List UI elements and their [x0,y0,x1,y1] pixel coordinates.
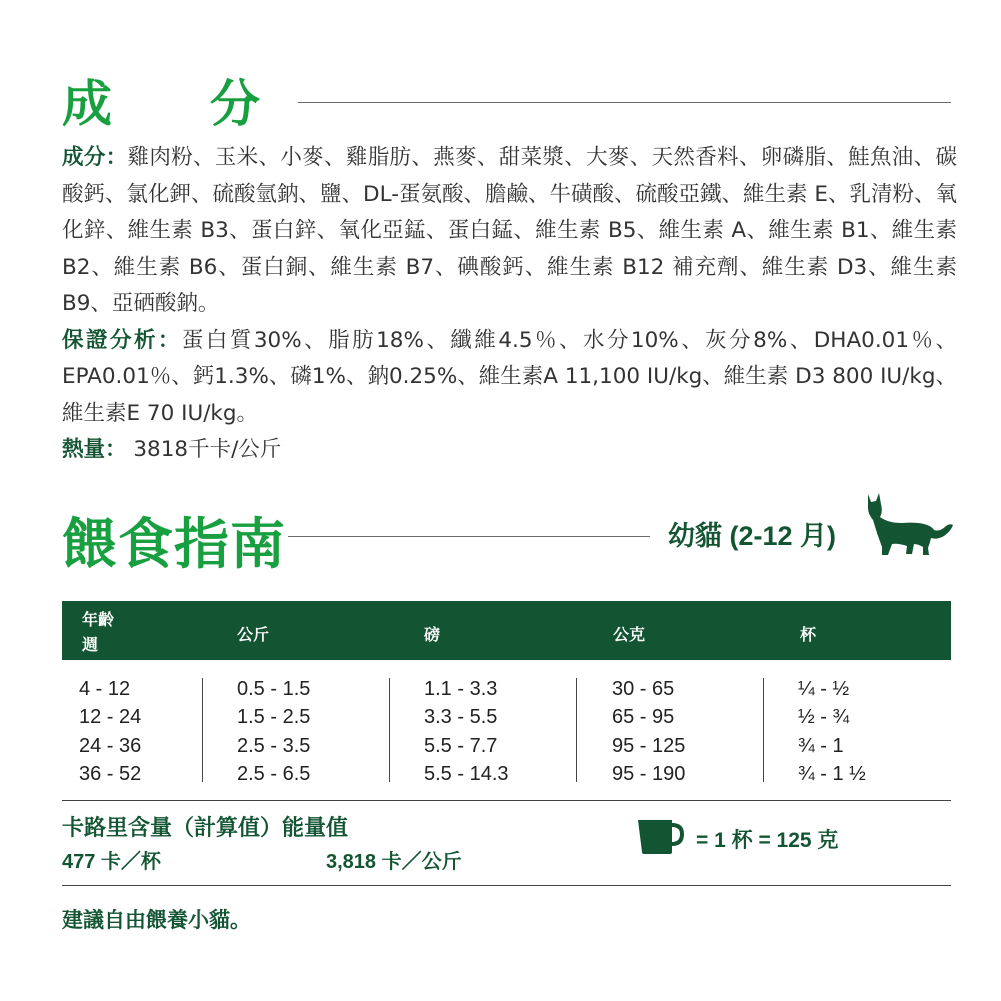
calorie-per-cup: 477 卡／杯 [62,851,161,873]
ingredients-block [62,140,957,469]
cell-cups: ¾ - 1 ½ [798,763,866,785]
feeding-guide-heading: 餵食指南 [62,512,287,576]
calorie-heading: 卡路里含量（計算值）能量值 [62,816,349,841]
table-bottom-rule [62,800,951,801]
table-row [62,706,951,735]
table-row [62,735,951,764]
calorie-per-kg: 3,818 卡／公斤 [326,851,462,873]
cell-kg: 2.5 - 6.5 [237,763,311,785]
analysis-text: 蛋白質30%、脂肪18%、纖維4.5％、水分10%、灰分8%、DHA0.01％、EPA0.01％、鈣1.3%、磷1%、鈉0.25%、維生素A 11,100 IU/kg、維生素 D3 800 IU/kg、維生素E 70 IU/kg。 [62,327,958,426]
cell-grams: 65 - 95 [612,706,675,728]
header-age: 年齡 [82,610,115,629]
cell-kg: 0.5 - 1.5 [237,678,311,700]
analysis-paragraph [62,323,957,433]
feeding-note: 建議自由餵養小貓。 [62,908,251,932]
cell-lb: 5.5 - 7.7 [424,735,498,757]
cell-age: 4 - 12 [79,678,131,700]
cell-kg: 1.5 - 2.5 [237,706,311,728]
feeding-heading-rule [288,536,650,537]
energy-label: 熱量： [62,437,127,462]
cat-silhouette-icon [858,490,954,556]
ingredients-heading [62,64,260,136]
header-lb: 磅 [424,625,441,644]
header-cups: 杯 [800,625,817,644]
column-divider [202,678,203,782]
ingredients-label: 成分： [62,145,128,170]
ingredients-paragraph [62,140,957,323]
energy-text: 3818千卡/公斤 [126,437,282,462]
header-weeks: 週 [82,635,99,654]
cell-age: 24 - 36 [79,735,142,757]
ingredients-text: 雞肉粉、玉米、小麥、雞脂肪、燕麥、甜菜漿、大麥、天然香料、卵磷脂、鮭魚油、碳酸鈣、氯化鉀、硫酸氫鈉、鹽、DL-蛋氨酸、膽鹼、牛磺酸、硫酸亞鐵、維生素 E、乳清粉、氧化鋅、維生素 B3、蛋白鋅、氧化亞錳、蛋白錳、維生素 B5、維生素 A、維生素 B1、維生素 B2、維生素 B6、蛋白銅、維生素 B7、碘酸鈣、維生素 B12 補充劑、維生素 D3、維生素 B9、亞硒酸鈉。 [62,145,957,316]
column-divider [763,678,764,782]
cell-kg: 2.5 - 3.5 [237,735,311,757]
cell-cups: ¼ - ½ [798,678,850,700]
cell-grams: 30 - 65 [612,678,675,700]
energy-paragraph [62,432,957,469]
cell-grams: 95 - 125 [612,735,686,757]
calorie-bottom-rule [62,885,951,886]
kitten-age-label: 幼貓 (2-12 月) [668,521,837,551]
measuring-cup-icon [636,816,686,856]
column-divider [389,678,390,782]
cell-lb: 5.5 - 14.3 [424,763,509,785]
cell-age: 36 - 52 [79,763,142,785]
header-grams: 公克 [613,625,646,644]
table-row [62,678,951,707]
header-kg: 公斤 [237,625,270,644]
cell-cups: ¾ - 1 [798,735,844,757]
cup-equivalence: = 1 杯 = 125 克 [696,829,839,852]
feeding-table-header [62,601,951,660]
heading-char: 成 [62,75,112,133]
heading-rule [298,102,951,103]
analysis-label: 保證分析： [62,327,182,353]
cell-lb: 1.1 - 3.3 [424,678,498,700]
heading-char: 分 [210,75,260,133]
cell-grams: 95 - 190 [612,763,686,785]
cell-age: 12 - 24 [79,706,142,728]
column-divider [576,678,577,782]
cell-lb: 3.3 - 5.5 [424,706,498,728]
cell-cups: ½ - ¾ [798,706,850,728]
table-row [62,763,951,792]
